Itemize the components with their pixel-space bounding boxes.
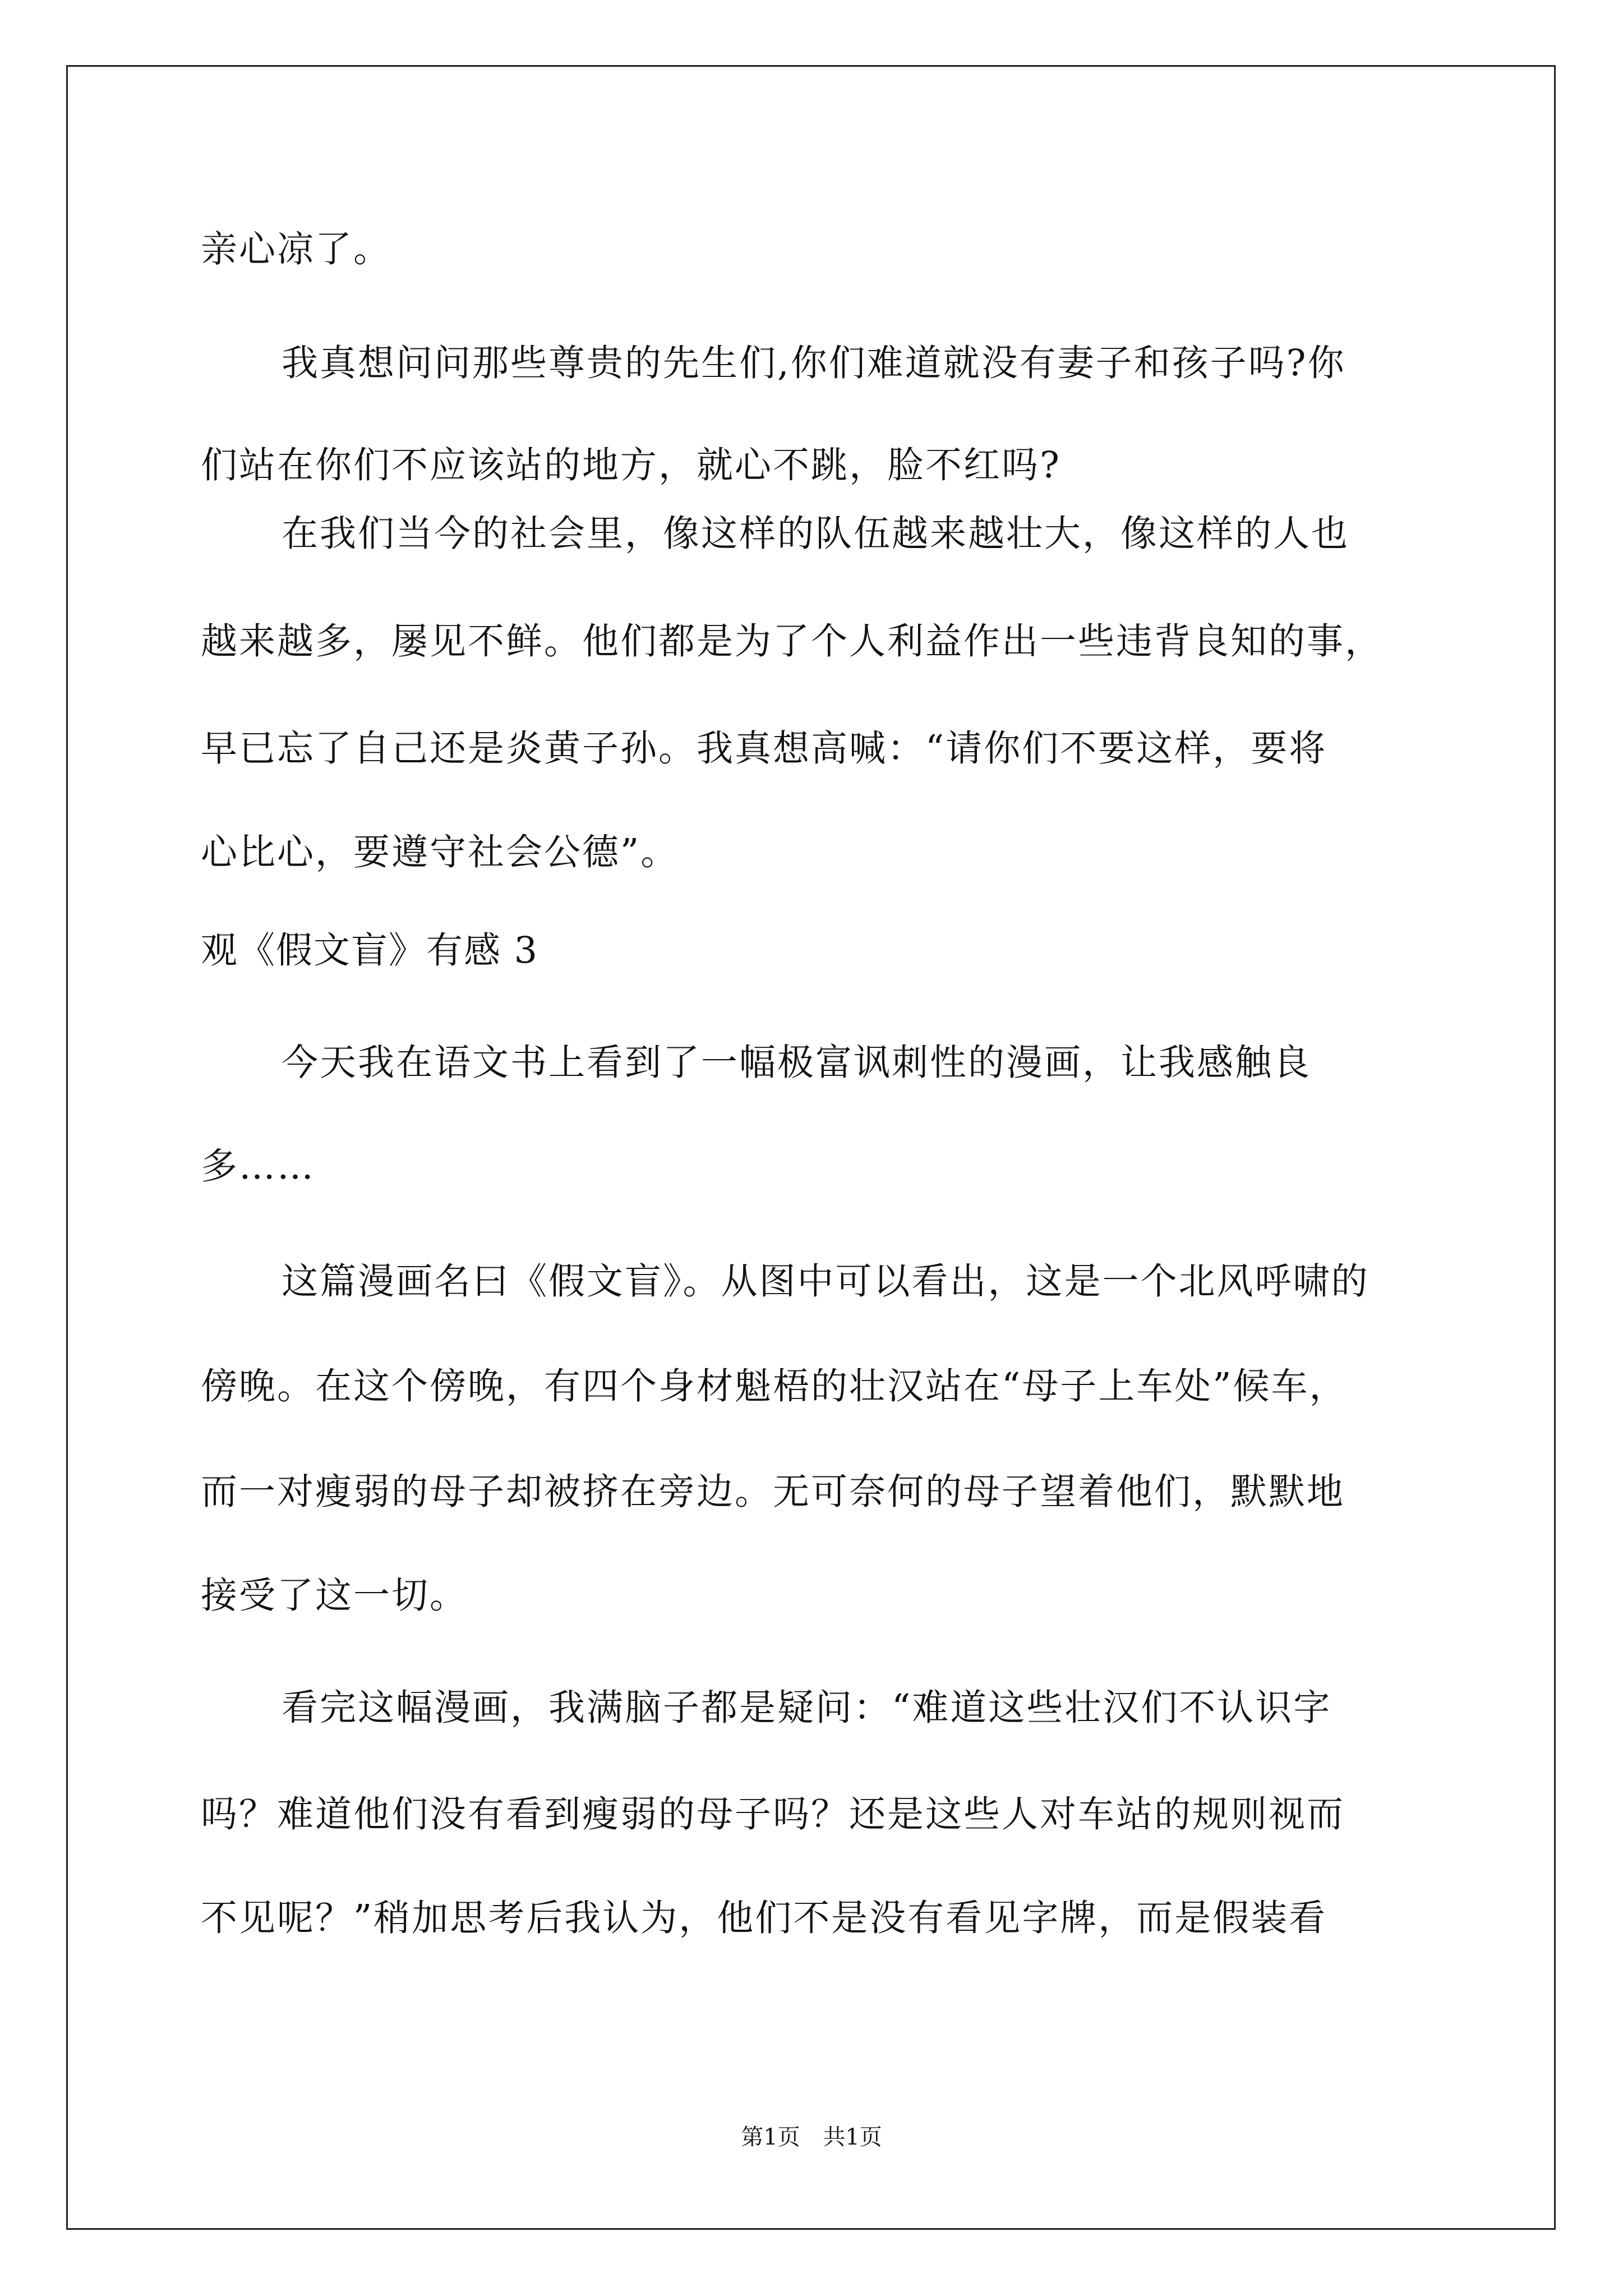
- paragraph-line: 不见呢？”稍加思考后我认为，他们不是没有看见字牌，而是假装看: [201, 1897, 1327, 1939]
- paragraph-line: 多……: [201, 1145, 316, 1188]
- paragraph-line: 们站在你们不应该站的地方，就心不跳，脸不红吗?: [201, 444, 1061, 486]
- paragraph-line: 我真想问问那些尊贵的先生们,你们难道就没有妻子和孩子吗?你: [282, 342, 1346, 384]
- paragraph-line: 今天我在语文书上看到了一幅极富讽刺性的漫画，让我感触良: [282, 1042, 1312, 1084]
- paragraph-line: 心比心，要遵守社会公德”。: [201, 831, 679, 873]
- paragraph-line: 傍晚。在这个傍晚，有四个身材魁梧的壮汉站在“母子上车处”候车，: [201, 1365, 1348, 1407]
- paragraph-line: 接受了这一切。: [201, 1575, 468, 1617]
- paragraph-line: 看完这幅漫画，我满脑子都是疑问：“难道这些壮汉们不认识字: [282, 1687, 1332, 1729]
- paragraph-line: 早已忘了自己还是炎黄子孙。我真想高喊：“请你们不要这样，要将: [201, 728, 1327, 770]
- paragraph-line: 在我们当今的社会里，像这样的队伍越来越壮大，像这样的人也: [282, 513, 1350, 555]
- section-title: 观《假文盲》有感 3: [201, 930, 539, 972]
- page-total: 共1页: [823, 2124, 882, 2150]
- page-number: 第1页: [741, 2124, 800, 2150]
- paragraph-line: 吗？难道他们没有看到瘦弱的母子吗？还是这些人对车站的规则视而: [201, 1793, 1345, 1835]
- page-footer: [0, 2123, 1623, 2151]
- paragraph-line: 越来越多，屡见不鲜。他们都是为了个人利益作出一些违背良知的事，: [201, 620, 1384, 662]
- paragraph-line: 亲心凉了。: [201, 228, 392, 270]
- paragraph-line: 这篇漫画名曰《假文盲》。从图中可以看出，这是一个北风呼啸的: [282, 1260, 1370, 1303]
- paragraph-line: 而一对瘦弱的母子却被挤在旁边。无可奈何的母子望着他们，默默地: [201, 1471, 1345, 1513]
